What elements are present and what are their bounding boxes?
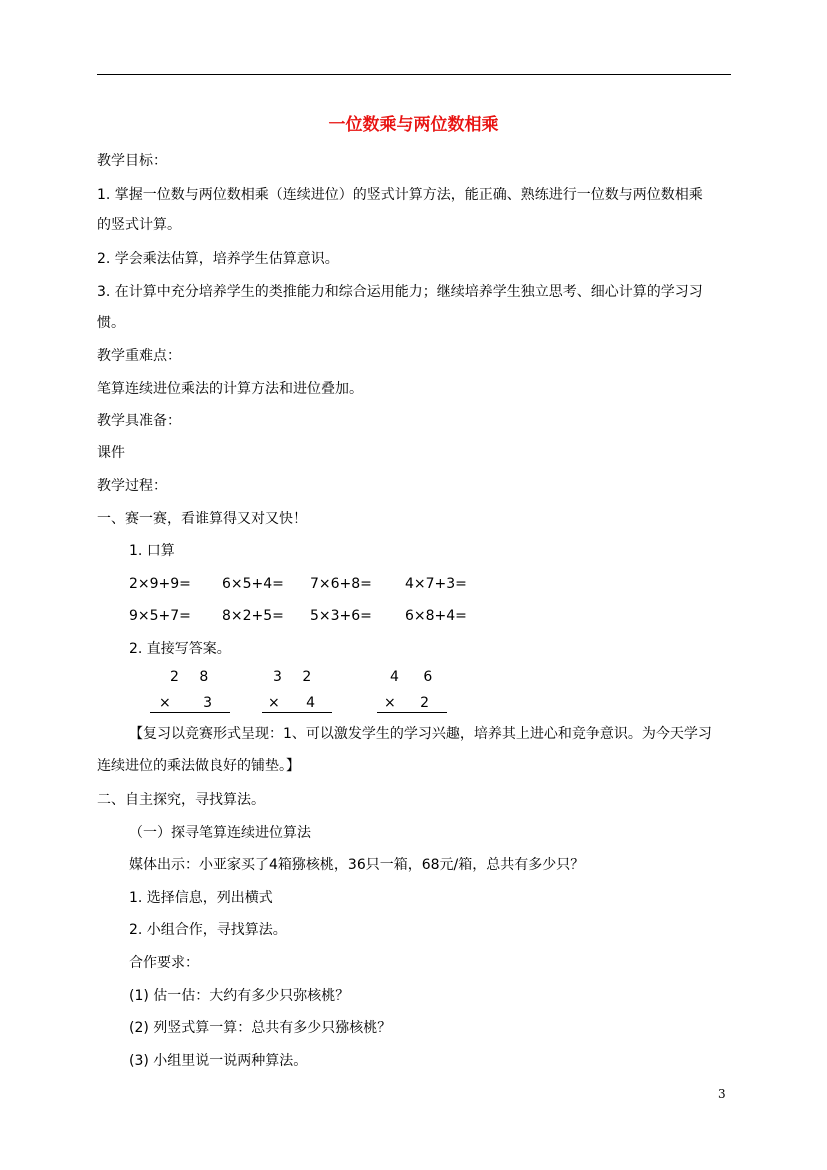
cooperation-heading: 合作要求： [129, 955, 199, 971]
vertical-multiplier: × 4 [268, 695, 316, 711]
direct-answer-heading: 2. 直接写答案。 [129, 641, 231, 657]
vertical-multiplier: × 2 [384, 695, 430, 711]
review-note-line-b: 连续进位的乘法做良好的铺垫。】 [97, 758, 300, 774]
oral-item: 5×3+6= [310, 608, 372, 624]
objective-3-line-a: 3. 在计算中充分培养学生的类推能力和综合运用能力；继续培养学生独立思考、细心计算的学习习 [97, 284, 703, 300]
oral-item: 6×8+4= [405, 608, 467, 624]
key-points-text: 笔算连续进位乘法的计算方法和进位叠加。 [97, 381, 363, 397]
requirement-3: (3) 小组里说一说两种算法。 [129, 1053, 308, 1069]
vertical-underline [377, 712, 447, 713]
review-note-line-a: 【复习以竞赛形式呈现：1、可以激发学生的学习兴趣，培养其上进心和竞争意识。为今天学习 [129, 726, 712, 742]
oral-item: 2×9+9= [129, 576, 191, 592]
oral-item: 7×6+8= [310, 576, 372, 592]
page-number: 3 [718, 1087, 726, 1101]
process-heading: 教学过程： [97, 478, 167, 494]
oral-item: 9×5+7= [129, 608, 191, 624]
objective-2: 2. 学会乘法估算，培养学生估算意识。 [97, 251, 339, 267]
oral-item: 6×5+4= [222, 576, 284, 592]
vertical-top-number: 2 8 [170, 669, 217, 685]
vertical-top-number: 4 6 [390, 669, 443, 685]
media-prompt: 媒体出示：小亚家买了4箱猕核桃，36只一箱，68元/箱，总共有多少只？ [129, 857, 585, 873]
step-1: 1. 选择信息，列出横式 [129, 890, 273, 906]
step-2: 2. 小组合作，寻找算法。 [129, 922, 287, 938]
key-points-heading: 教学重难点： [97, 348, 181, 364]
section-1-heading: 一、赛一赛，看谁算得又对又快！ [97, 511, 307, 527]
objective-3-line-b: 惯。 [97, 315, 125, 331]
section-2-heading: 二、自主探究，寻找算法。 [97, 792, 265, 808]
materials-heading: 教学具准备： [97, 413, 181, 429]
oral-item: 4×7+3= [405, 576, 467, 592]
vertical-underline [262, 712, 332, 713]
materials-text: 课件 [97, 445, 125, 461]
objectives-heading: 教学目标： [97, 153, 167, 169]
objective-1-line-b: 的竖式计算。 [97, 217, 181, 233]
oral-item: 8×2+5= [222, 608, 284, 624]
vertical-top-number: 3 2 [273, 669, 320, 685]
page-title: 一位数乘与两位数相乘 [328, 115, 499, 135]
vertical-underline [150, 712, 230, 713]
subsection-1-heading: （一）探寻笔算连续进位算法 [129, 825, 311, 841]
requirement-2: (2) 列竖式算一算：总共有多少只猕核桃？ [129, 1020, 392, 1036]
oral-calc-heading: 1. 口算 [129, 543, 175, 559]
objective-1-line-a: 1. 掌握一位数与两位数相乘（连续进位）的竖式计算方法，能正确、熟练进行一位数与两位数相乘 [97, 187, 703, 203]
header-rule [97, 74, 731, 75]
requirement-1: (1) 估一估：大约有多少只弥核桃？ [129, 988, 350, 1004]
vertical-multiplier: × 3 [159, 695, 213, 711]
